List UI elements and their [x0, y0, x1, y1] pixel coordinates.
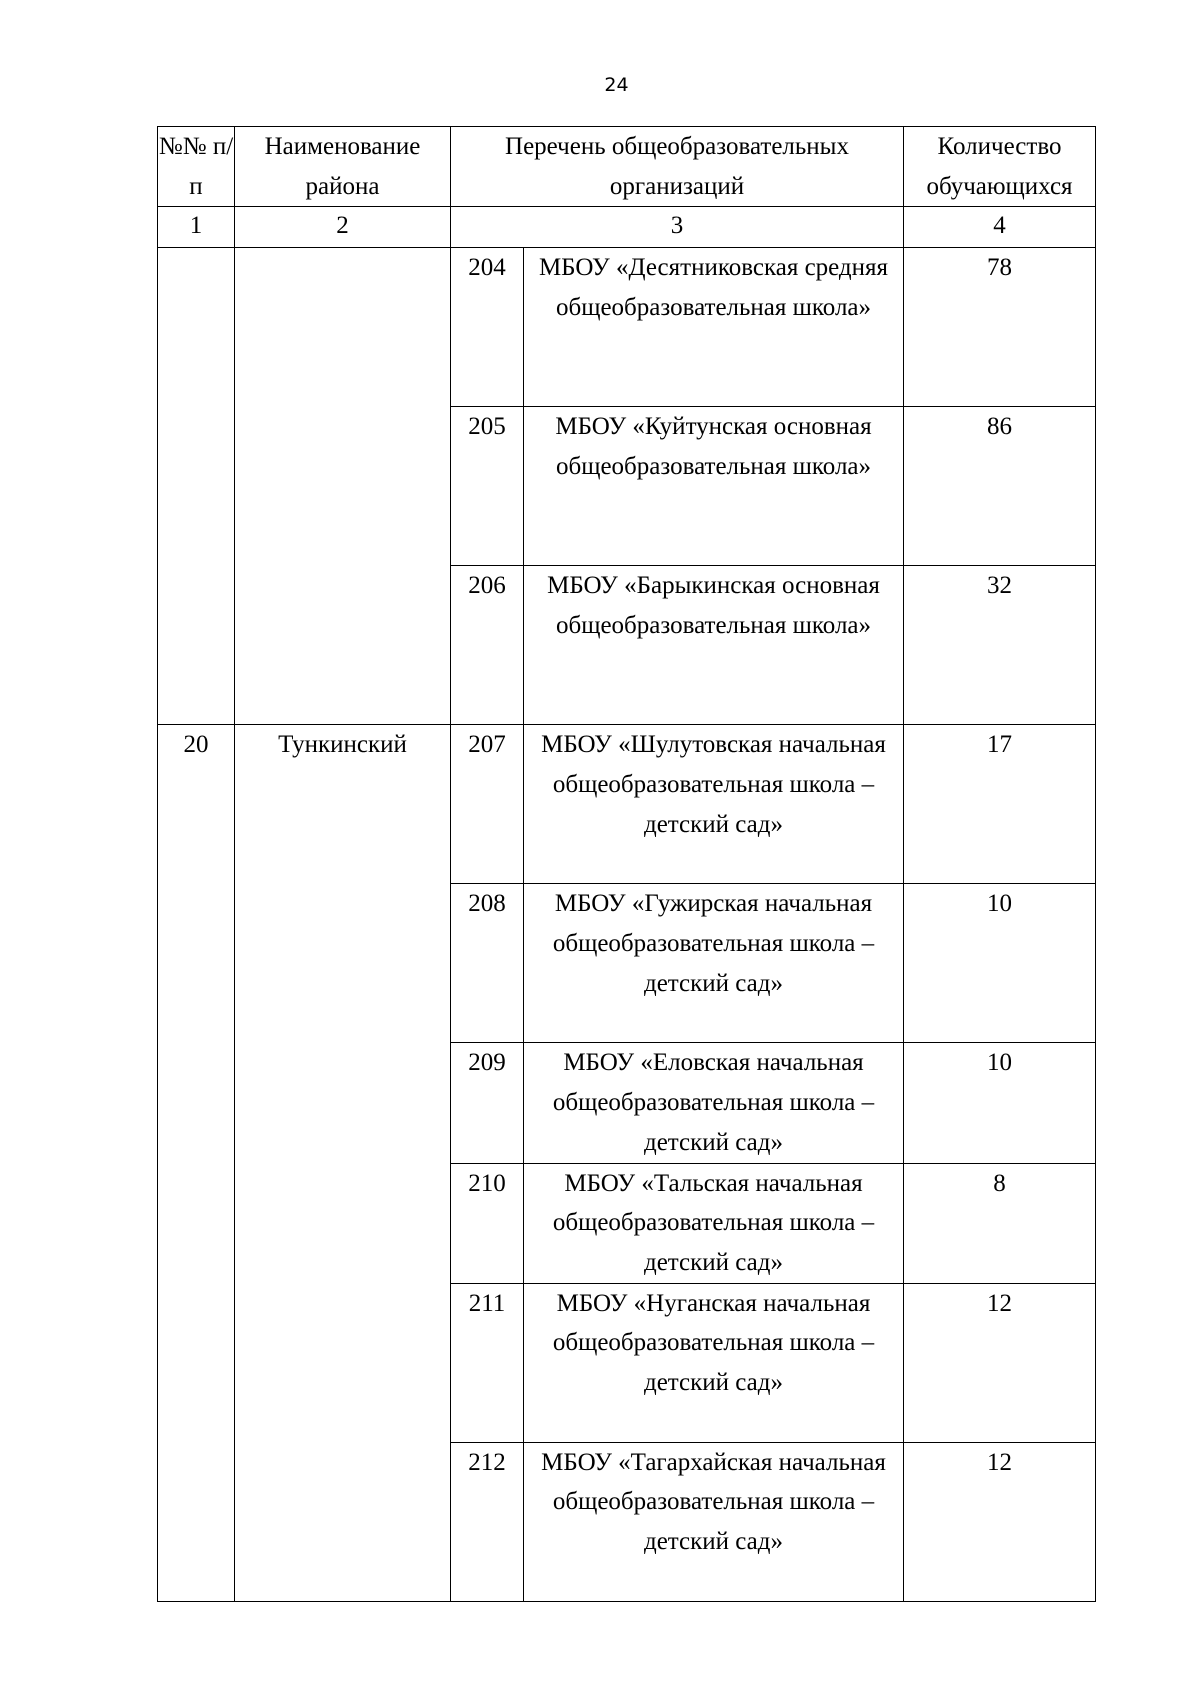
table-header-row — [158, 127, 1096, 207]
org-number: 206 — [451, 566, 524, 725]
org-number: 207 — [451, 725, 524, 884]
page-number: 24 — [604, 74, 629, 96]
header-district: Наименование района — [235, 127, 451, 207]
org-number: 208 — [451, 884, 524, 1043]
table-row — [158, 725, 1096, 884]
students-count: 8 — [904, 1163, 1096, 1283]
org-name: МБОУ «Гужирская начальная общеобразовательная школа – детский сад» — [524, 884, 904, 1043]
students-count: 78 — [904, 248, 1096, 407]
column-numbers-row — [158, 207, 1096, 248]
students-count: 10 — [904, 1043, 1096, 1163]
column-number: 3 — [451, 207, 904, 248]
org-name: МБОУ «Нуганская начальная общеобразовательная школа – детский сад» — [524, 1283, 904, 1442]
schools-table — [157, 126, 1096, 1602]
students-count: 86 — [904, 407, 1096, 566]
org-number: 204 — [451, 248, 524, 407]
org-name: МБОУ «Шулутовская начальная общеобразовательная школа – детский сад» — [524, 725, 904, 884]
table-row — [158, 248, 1096, 407]
org-number: 210 — [451, 1163, 524, 1283]
column-number: 4 — [904, 207, 1096, 248]
org-number: 212 — [451, 1442, 524, 1601]
district-name-cell — [235, 248, 451, 725]
students-count: 12 — [904, 1283, 1096, 1442]
district-number-cell: 20 — [158, 725, 235, 1601]
header-students: Количество обучающихся — [904, 127, 1096, 207]
org-name: МБОУ «Еловская начальная общеобразовательная школа – детский сад» — [524, 1043, 904, 1163]
org-number: 205 — [451, 407, 524, 566]
org-name: МБОУ «Тагархайская начальная общеобразовательная школа – детский сад» — [524, 1442, 904, 1601]
column-number: 2 — [235, 207, 451, 248]
students-count: 32 — [904, 566, 1096, 725]
org-name: МБОУ «Десятниковская средняя общеобразовательная школа» — [524, 248, 904, 407]
org-number: 211 — [451, 1283, 524, 1442]
students-count: 12 — [904, 1442, 1096, 1601]
org-name: МБОУ «Куйтунская основная общеобразовательная школа» — [524, 407, 904, 566]
org-name: МБОУ «Тальская начальная общеобразовательная школа – детский сад» — [524, 1163, 904, 1283]
header-number: №№ п/п — [158, 127, 235, 207]
org-name: МБОУ «Барыкинская основная общеобразовательная школа» — [524, 566, 904, 725]
students-count: 10 — [904, 884, 1096, 1043]
column-number: 1 — [158, 207, 235, 248]
students-count: 17 — [904, 725, 1096, 884]
district-name-cell: Тункинский — [235, 725, 451, 1601]
header-organizations: Перечень общеобразовательных организаций — [451, 127, 904, 207]
org-number: 209 — [451, 1043, 524, 1163]
district-number-cell — [158, 248, 235, 725]
